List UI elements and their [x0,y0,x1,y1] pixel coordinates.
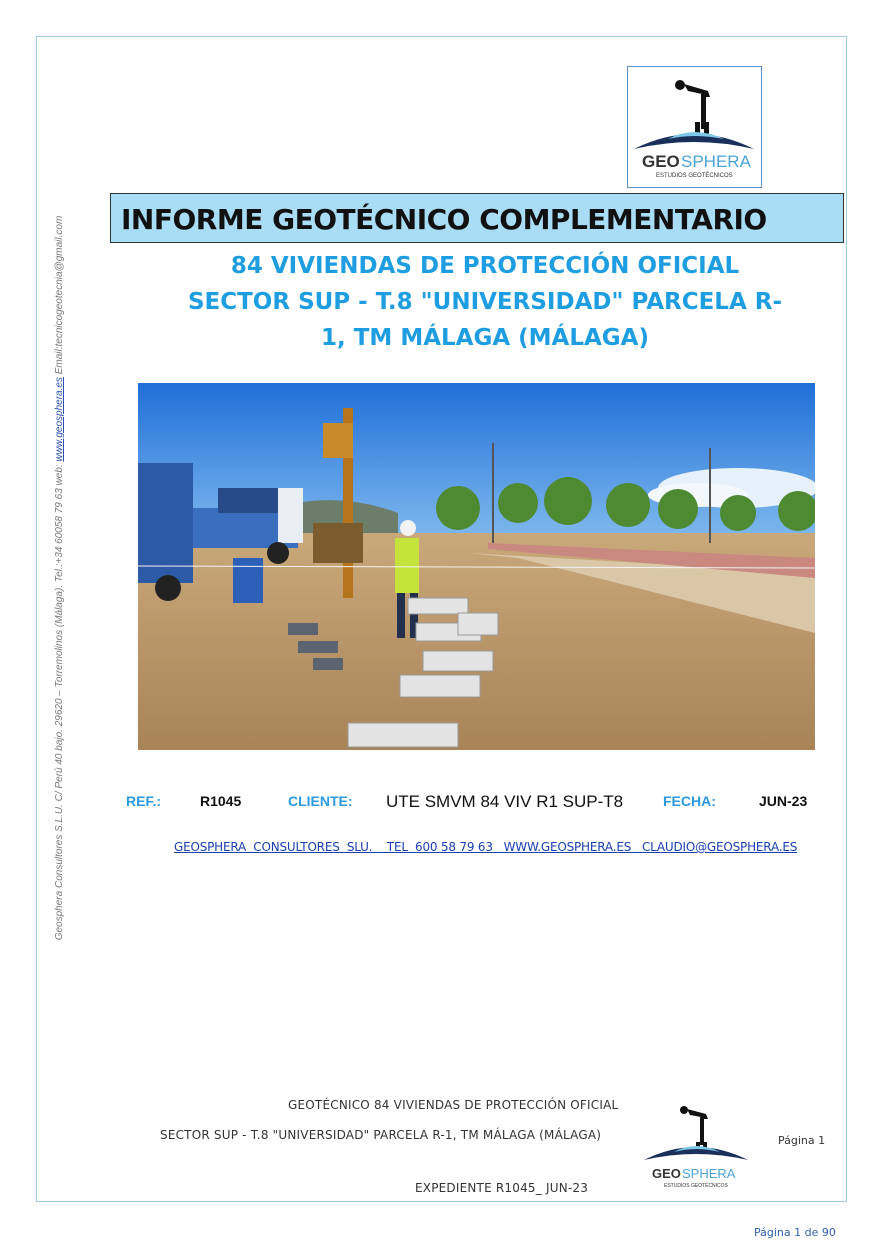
svg-text:GEO: GEO [652,1166,681,1181]
footer-line-1: GEOTÉCNICO 84 VIVIENDAS DE PROTECCIÓN OFICIAL [288,1098,619,1112]
client-label: CLIENTE: [288,793,353,809]
svg-text:ESTUDIOS GEOTÉCNICOS: ESTUDIOS GEOTÉCNICOS [656,173,733,179]
subtitle-line-3: 1, TM MÁLAGA (MÁLAGA) [320,325,649,351]
page-count: Página 1 de 90 [754,1226,836,1239]
contact-link[interactable]: GEOSPHERA CONSULTORES SLU. TEL 600 58 79 63 WWW.GEOSPHERA.ES CLAUDIO@GEOSPHERA.ES [174,840,798,854]
footer-line-2: SECTOR SUP - T.8 "UNIVERSIDAD" PARCELA R-1, TM MÁLAGA (MÁLAGA) [160,1128,602,1142]
footer-line-3: EXPEDIENTE R1045_ JUN-23 [415,1181,589,1195]
ref-label: REF.: [126,793,161,809]
cover-photo [138,383,815,750]
client-value: UTE SMVM 84 VIV R1 SUP-T8 [386,792,624,811]
header-logo [627,66,762,188]
footer-person-icon [680,1106,708,1152]
ref-value: R1045 [200,793,242,809]
person-silhouette-icon [675,80,710,136]
subtitle-line-1: 84 VIVIENDAS DE PROTECCIÓN OFICIAL [230,253,740,279]
date-label: FECHA: [663,793,716,809]
document-title: INFORME GEOTÉCNICO COMPLEMENTARIO [121,203,767,236]
subtitle-line-2: SECTOR SUP - T.8 "UNIVERSIDAD" PARCELA R- [187,289,783,315]
svg-text:ESTUDIOS GEOTÉCNICOS: ESTUDIOS GEOTÉCNICOS [664,1183,728,1189]
footer-logo [640,1102,752,1194]
side-website-link[interactable]: www.geosphera.es [54,377,65,462]
footer-page-number: Página 1 [778,1134,826,1147]
svg-text:SPHERA: SPHERA [682,1166,736,1181]
document-title-box [110,193,844,243]
side-company-note: Geosphera Consultores S.L.U. C/ Perú 40 bajo. 29620 – Torremolinos (Málaga). Tel.:+34 60058 79 63 web: www.geosphera.es Email:tecnicogeotecnia@gmail.com [54,215,65,941]
date-value: JUN-23 [759,793,808,809]
svg-text:GEO: GEO [642,152,680,171]
svg-text:SPHERA: SPHERA [681,152,751,171]
